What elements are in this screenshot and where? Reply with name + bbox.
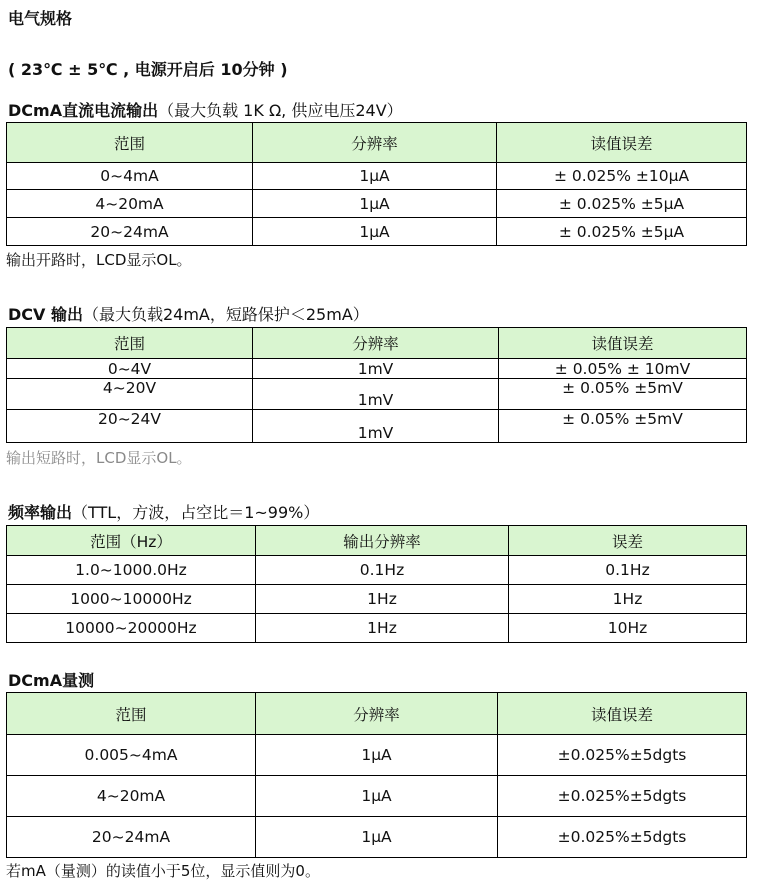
table-cell: 10000~20000Hz — [7, 614, 256, 643]
column-header: 读值误差 — [499, 328, 747, 359]
dcma-measure-table — [6, 692, 747, 858]
table-row — [7, 190, 747, 218]
column-header: 范围 — [7, 328, 253, 359]
table-cell: ±0.025%±5dgts — [498, 817, 747, 858]
section-heading-frequency-output — [8, 500, 319, 523]
table-cell: 1Hz — [256, 585, 509, 614]
table-cell: 1000~10000Hz — [7, 585, 256, 614]
table-cell: 1μA — [256, 776, 498, 817]
table-row — [7, 776, 747, 817]
column-header: 范围（Hz） — [7, 526, 256, 556]
column-header: 读值误差 — [497, 123, 747, 163]
table-cell: 20~24mA — [7, 218, 253, 246]
table-cell: 1Hz — [256, 614, 509, 643]
dcv-output-table — [6, 327, 747, 443]
table-cell: 1μA — [253, 218, 497, 246]
table-cell: 0~4V — [7, 359, 253, 379]
table-cell: 1μA — [253, 190, 497, 218]
section-subtitle: （TTL，方波，占空比＝1~99%） — [72, 503, 320, 522]
column-header: 范围 — [7, 693, 256, 735]
column-header: 输出分辨率 — [256, 526, 509, 556]
table-row — [7, 379, 747, 410]
table-cell: ± 0.025% ±5μA — [497, 218, 747, 246]
column-header: 误差 — [509, 526, 747, 556]
table-cell: 1μA — [253, 163, 497, 190]
table-cell: ± 0.05% ±5mV — [499, 379, 747, 410]
frequency-output-table — [6, 525, 747, 643]
table-row — [7, 218, 747, 246]
section-subtitle: （最大负载 1K Ω, 供应电压24V） — [158, 101, 403, 120]
table-row — [7, 410, 747, 443]
section-heading-dcv-output — [8, 302, 369, 325]
section-note: 若mA（量测）的读值小于5位，显示值则为0。 — [6, 862, 320, 880]
section-heading-dcma-measure: DCmA量测 — [8, 671, 95, 690]
test-condition: ( 23℃ ± 5℃ , 电源开启后 10分钟 ) — [8, 60, 288, 79]
table-cell: 1mV — [253, 410, 499, 443]
column-header: 范围 — [7, 123, 253, 163]
table-cell: ±0.025%±5dgts — [498, 735, 747, 776]
table-cell: 1μA — [256, 735, 498, 776]
table-row — [7, 817, 747, 858]
table-cell: 0.005~4mA — [7, 735, 256, 776]
table-cell: 20~24mA — [7, 817, 256, 858]
table-cell: ± 0.05% ±5mV — [499, 410, 747, 443]
section-heading-dcma-output — [8, 98, 403, 121]
section-note: 输出开路时，LCD显示OL。 — [6, 251, 192, 269]
table-row — [7, 163, 747, 190]
table-cell: 1mV — [253, 359, 499, 379]
table-cell: 4~20mA — [7, 190, 253, 218]
table-cell: 4~20mA — [7, 776, 256, 817]
table-row — [7, 556, 747, 585]
column-header: 分辨率 — [256, 693, 498, 735]
table-cell: 0.1Hz — [256, 556, 509, 585]
table-header-row — [7, 693, 747, 735]
table-cell: 4~20V — [7, 379, 253, 410]
table-header-row — [7, 526, 747, 556]
table-row — [7, 359, 747, 379]
table-cell: 0.1Hz — [509, 556, 747, 585]
table-cell: 1.0~1000.0Hz — [7, 556, 256, 585]
table-row — [7, 735, 747, 776]
dcma-output-table — [6, 122, 747, 246]
table-header-row — [7, 123, 747, 163]
table-cell: 20~24V — [7, 410, 253, 443]
table-header-row — [7, 328, 747, 359]
section-title: DCV 输出 — [8, 305, 83, 324]
page-title: 电气规格 — [8, 9, 73, 28]
table-row — [7, 585, 747, 614]
column-header: 分辨率 — [253, 123, 497, 163]
table-cell: 0~4mA — [7, 163, 253, 190]
table-row — [7, 614, 747, 643]
section-subtitle: （最大负载24mA，短路保护＜25mA） — [82, 305, 369, 324]
section-note: 输出短路时，LCD显示OL。 — [6, 449, 192, 467]
table-cell: 1mV — [253, 379, 499, 410]
table-cell: ± 0.025% ±10μA — [497, 163, 747, 190]
table-cell: ± 0.05% ± 10mV — [499, 359, 747, 379]
section-title: DCmA直流电流输出 — [8, 101, 159, 120]
section-title: 频率输出 — [8, 503, 73, 522]
table-cell: 10Hz — [509, 614, 747, 643]
table-cell: 1μA — [256, 817, 498, 858]
column-header: 分辨率 — [253, 328, 499, 359]
table-cell: ± 0.025% ±5μA — [497, 190, 747, 218]
table-cell: 1Hz — [509, 585, 747, 614]
column-header: 读值误差 — [498, 693, 747, 735]
table-cell: ±0.025%±5dgts — [498, 776, 747, 817]
